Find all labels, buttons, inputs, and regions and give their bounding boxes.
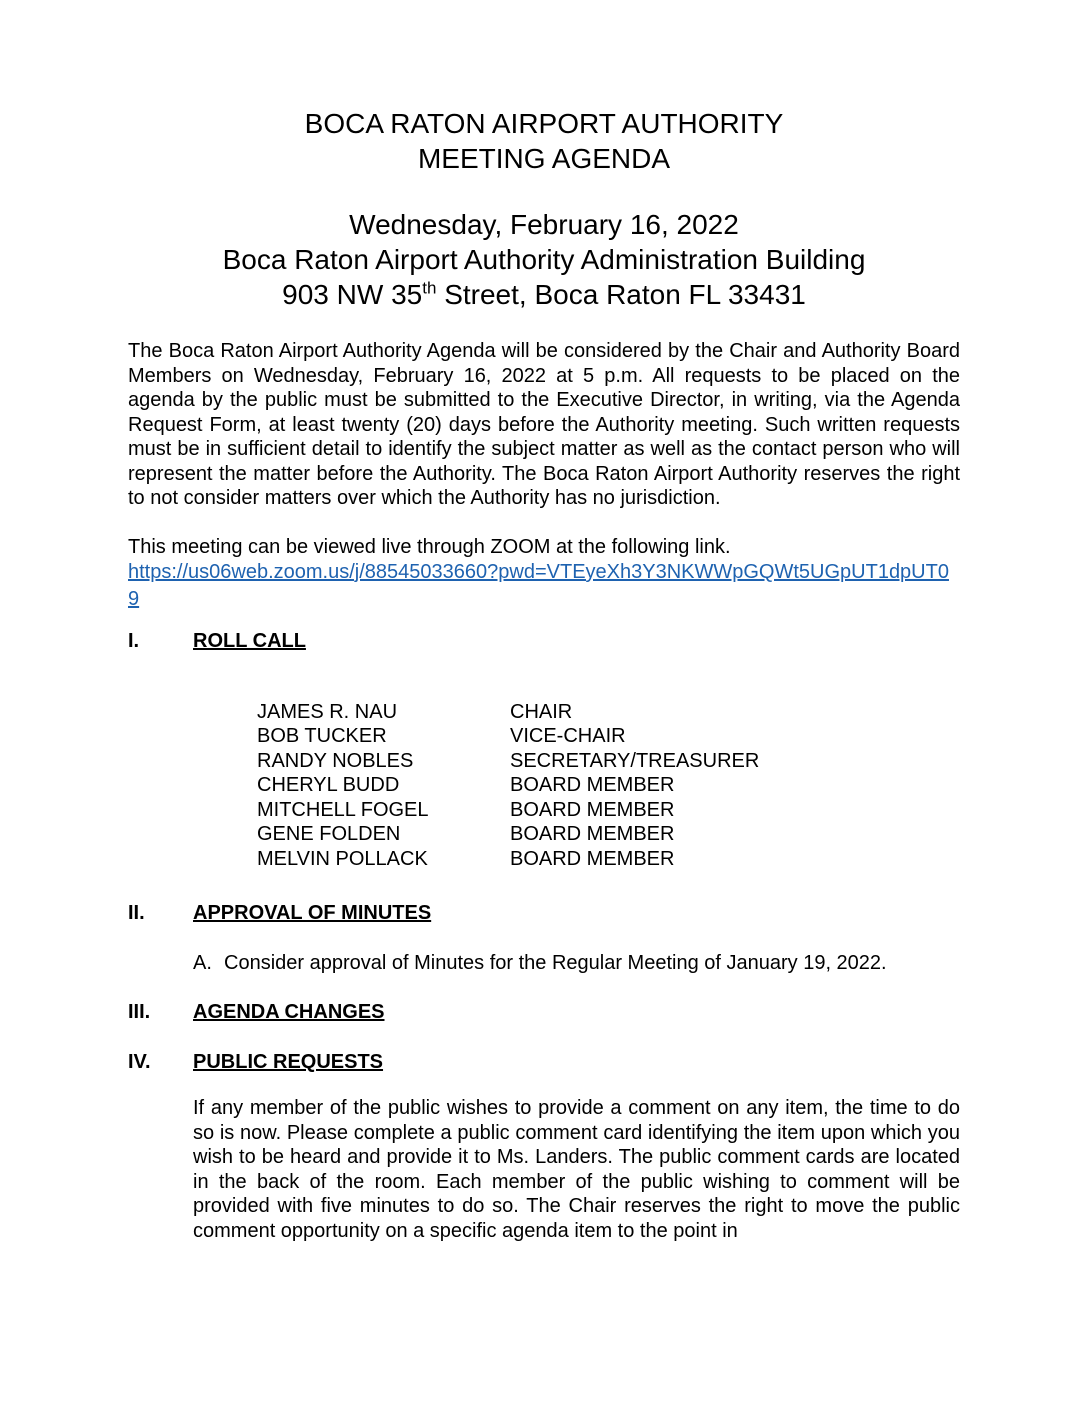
roll-call-member-row bbox=[257, 700, 960, 725]
roll-call-member-row bbox=[257, 773, 960, 798]
member-name: MELVIN POLLACK bbox=[257, 847, 428, 870]
section-title: AGENDA CHANGES bbox=[193, 1001, 385, 1023]
section-agenda-changes-heading bbox=[128, 1000, 960, 1025]
member-name: MITCHELL FOGEL bbox=[257, 798, 429, 821]
member-name: CHERYL BUDD bbox=[257, 774, 400, 796]
member-title: VICE-CHAIR bbox=[510, 725, 626, 747]
roll-call-member-row bbox=[257, 822, 960, 847]
address-ordinal-suffix: th bbox=[422, 278, 437, 298]
meeting-date: Wednesday, February 16, 2022 bbox=[349, 209, 739, 240]
section-numeral: III. bbox=[128, 1001, 151, 1023]
section-numeral: I. bbox=[128, 630, 140, 652]
zoom-meeting-link[interactable]: https://us06web.zoom.us/j/88545033660?pwd=VTEyeXh3Y3NKWWpGQWt5UGpUT1dpUT09 bbox=[128, 561, 949, 610]
address-suffix: Street, Boca Raton FL 33431 bbox=[436, 279, 806, 310]
member-name: RANDY NOBLES bbox=[257, 749, 414, 772]
member-title: CHAIR bbox=[510, 700, 573, 723]
section-approval-of-minutes-heading bbox=[128, 901, 960, 926]
public-requests-paragraph: If any member of the public wishes to provide a comment on any item, the time to do so is now. Please complete a public comment card identifying the item upon which you wish to be heard and provide it to Ms. Landers. The public comment cards are located in the back of the room. Each member of the public wishing to comment will be provided with five minutes to do so. The Chair reserves the right to move the public comment opportunity on a specific agenda item to the point in bbox=[193, 1097, 960, 1242]
roll-call-member-row bbox=[257, 724, 960, 749]
member-name: BOB TUCKER bbox=[257, 725, 387, 747]
item-text: Consider approval of Minutes for the Regular Meeting of January 19, 2022. bbox=[224, 951, 887, 974]
section-numeral: II. bbox=[128, 902, 145, 924]
member-title: BOARD MEMBER bbox=[510, 823, 675, 845]
member-name: JAMES R. NAU bbox=[257, 700, 398, 723]
document-title-line1: BOCA RATON AIRPORT AUTHORITY bbox=[304, 108, 784, 139]
approval-item-a bbox=[193, 951, 960, 976]
roll-call-member-row bbox=[257, 847, 960, 872]
member-title: BOARD MEMBER bbox=[510, 847, 675, 870]
address-prefix: 903 NW 35 bbox=[282, 279, 423, 310]
member-title: SECRETARY/TREASURER bbox=[510, 749, 760, 772]
member-title: BOARD MEMBER bbox=[510, 798, 675, 821]
roll-call-member-row bbox=[257, 798, 960, 823]
document-title-line2: MEETING AGENDA bbox=[417, 143, 671, 174]
roll-call-member-list bbox=[257, 700, 960, 872]
zoom-viewing-note: This meeting can be viewed live through ZOOM at the following link. bbox=[128, 535, 731, 558]
meeting-venue: Boca Raton Airport Authority Administration Building bbox=[222, 244, 866, 275]
section-title: ROLL CALL bbox=[193, 630, 306, 652]
intro-paragraph: The Boca Raton Airport Authority Agenda will be considered by the Chair and Authority Board Members on Wednesday, February 16, 2022 at 5 p.m. All requests to be placed on the agenda by the public must be submitted to the Executive Director, in writing, via the Agenda Request Form, at least twenty (20) days before the Authority meeting. Such written requests must be in sufficient detail to identify the subject matter as well as the contact person who will represent the matter before the Authority. The Boca Raton Airport Authority reserves the right to not consider matters over which the Authority has no jurisdiction. bbox=[128, 340, 960, 509]
item-marker: A. bbox=[193, 951, 212, 974]
meeting-address bbox=[128, 277, 960, 312]
meeting-info bbox=[128, 207, 960, 312]
member-name: GENE FOLDEN bbox=[257, 823, 401, 845]
section-numeral: IV. bbox=[128, 1050, 151, 1073]
section-title: APPROVAL OF MINUTES bbox=[193, 902, 432, 924]
roll-call-member-row bbox=[257, 749, 960, 774]
section-title: PUBLIC REQUESTS bbox=[193, 1050, 384, 1073]
document-title bbox=[128, 0, 960, 176]
member-title: BOARD MEMBER bbox=[510, 774, 675, 796]
section-public-requests-heading bbox=[128, 1050, 960, 1075]
section-roll-call-heading bbox=[128, 629, 960, 654]
